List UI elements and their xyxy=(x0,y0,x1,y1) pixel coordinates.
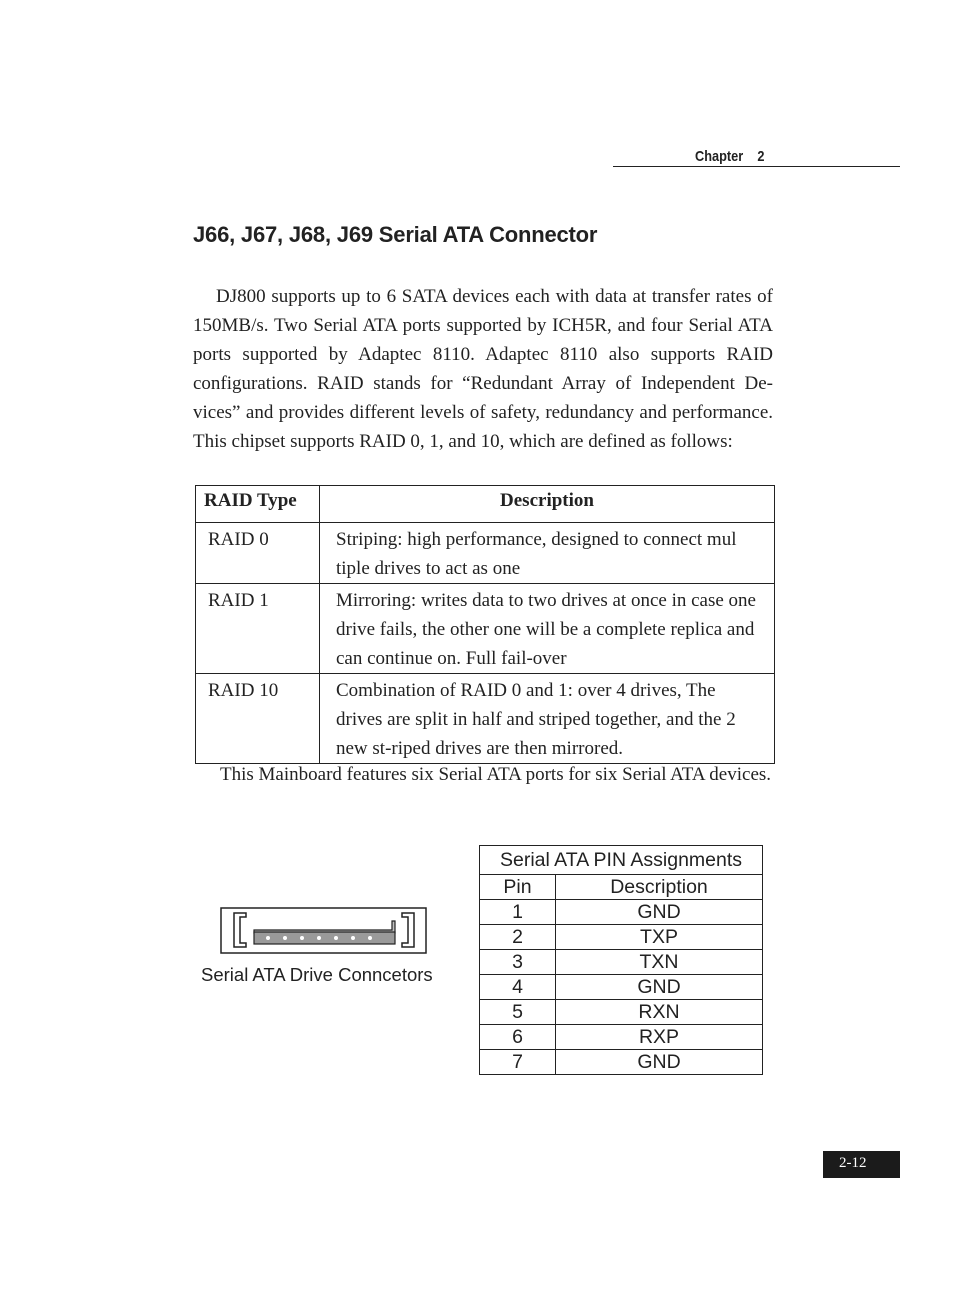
pin-row xyxy=(480,1025,763,1050)
pin-row xyxy=(480,975,763,1000)
intro-paragraph: DJ800 supports up to 6 SATA devices each with data at transfer rates of 150MB/s. Two Serial ATA ports supported by ICH5R, and four Serial ATA ports supported by Adaptec 8110. Adaptec 8110 also supports RAID configurations. RAID stands for “Redundant Array of Independent De-vices” and provides different levels of safety, redundancy and performance. This chipset supports RAID 0, 1, and 10, which are defined as follows: xyxy=(193,286,773,452)
raid-type-cell: RAID 1 xyxy=(196,584,320,674)
connector-figure xyxy=(200,905,450,995)
raid-type-cell: RAID 10 xyxy=(196,674,320,764)
ports-note: This Mainboard features six Serial ATA ports for six Serial ATA devices. xyxy=(220,764,772,785)
pin-row xyxy=(480,1050,763,1075)
raid-description-cell: Striping: high performance, designed to connect mul tiple drives to act as one xyxy=(320,523,775,584)
raid-table-header xyxy=(196,486,775,523)
pin-row xyxy=(480,900,763,925)
pin-signal: RXN xyxy=(556,1000,763,1025)
chapter-label: Chapter 2 xyxy=(695,148,765,165)
pin-signal: GND xyxy=(556,900,763,925)
chapter-header xyxy=(613,148,900,167)
pin-row xyxy=(480,1000,763,1025)
raid-description-cell: Mirroring: writes data to two drives at once in case one drive fails, the other one will be a complete replica and can continue on. Full fail-over xyxy=(320,584,775,674)
pin-signal: GND xyxy=(556,1050,763,1075)
connector-caption: Serial ATA Drive Conncetors xyxy=(201,964,433,985)
pin-number: 2 xyxy=(480,925,556,950)
pin-row xyxy=(480,950,763,975)
pin-number: 4 xyxy=(480,975,556,1000)
raid-row xyxy=(196,523,775,584)
pin-number: 3 xyxy=(480,950,556,975)
raid-row xyxy=(196,674,775,764)
pin-signal: TXP xyxy=(556,925,763,950)
raid-type-cell: RAID 0 xyxy=(196,523,320,584)
pin-description-header: Description xyxy=(556,875,763,900)
pin-signal: TXN xyxy=(556,950,763,975)
raid-row xyxy=(196,584,775,674)
pin-table-title: Serial ATA PIN Assignments xyxy=(480,846,763,875)
pin-header: Pin xyxy=(480,875,556,900)
page-number-badge: 2-12 xyxy=(823,1151,900,1178)
pin-number: 1 xyxy=(480,900,556,925)
pin-number: 5 xyxy=(480,1000,556,1025)
pin-assignment-table xyxy=(479,845,763,1075)
page-title: J66, J67, J68, J69 Serial ATA Connector xyxy=(193,222,598,247)
pin-signal: RXP xyxy=(556,1025,763,1050)
sata-connector-icon xyxy=(220,907,428,955)
pin-number: 6 xyxy=(480,1025,556,1050)
raid-description-cell: Combination of RAID 0 and 1: over 4 drives, The drives are split in half and striped together, and the 2 new st-riped drives are then mirrored. xyxy=(320,674,775,764)
pin-number: 7 xyxy=(480,1050,556,1075)
pin-row xyxy=(480,925,763,950)
pin-signal: GND xyxy=(556,975,763,1000)
raid-type-header: RAID Type xyxy=(196,486,320,523)
raid-table xyxy=(195,485,775,764)
raid-description-header: Description xyxy=(320,486,775,523)
